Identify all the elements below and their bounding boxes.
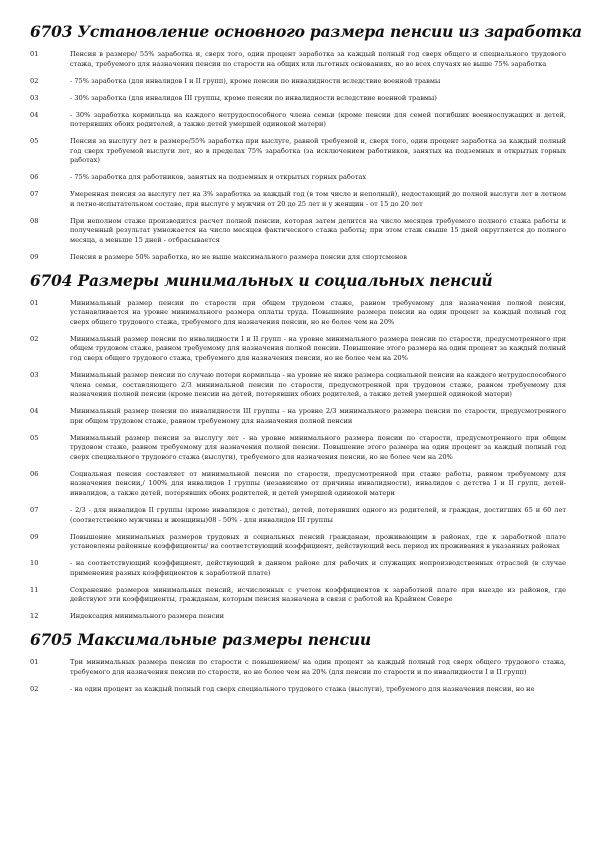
list-item bbox=[30, 658, 566, 677]
section-title-6705: 6705 Максимальные размеры пенсии bbox=[30, 629, 371, 649]
item-text: Минимальный размер пенсии по инвалидности III группы - на уровне 2/3 минимального размера пенсии по старости, предусмотренного при общем трудовом стаже, равном требуемому для назначения полной пенсии bbox=[70, 407, 566, 425]
item-text: - на соответствующий коэффициент, действующий в данном районе для рабочих и служащих непроизводственных отраслей (в случае применения разных коэффициентов к заработной плате) bbox=[70, 559, 566, 577]
item-text: - 2/3 - для инвалидов II группы (кроме инвалидов с детства), детей, потерявших одного из родителей, и граждан, достигших 65 и 60 лет (соответственно мужчины и женщины)08 - 50% - для инвалидов III группы bbox=[70, 506, 566, 524]
section-title-6703: 6703 Установление основного размера пенсии из заработка bbox=[30, 22, 582, 41]
list-item bbox=[30, 137, 566, 166]
item-code: 08 bbox=[30, 216, 39, 225]
item-text: - 30% заработка кормильца на каждого нетрудоспособного члена семьи (кроме пенсии для семей погибших военнослужащих и детей, потерявших обоих родителей, а также детей умершей одинокой матери) bbox=[70, 110, 566, 129]
list-item bbox=[30, 506, 566, 525]
item-text: Минимальный размер пенсии по инвалидности I и II групп - на уровне минимального размера пенсии по старости, предусмотренного при общем трудовом стаже, равном требуемому для назначения полной пенсии. Повышение этого размера на один процент за каждый полный год сверх общего трудового стажа, требуемого для назначения пенсии, но не более чем на 20% bbox=[70, 334, 566, 362]
item-code: 10 bbox=[30, 559, 39, 568]
item-code: 07 bbox=[30, 190, 39, 199]
item-text: Пенсия за выслугу лет в размере/55% заработка при выслуге, равной требуемой и, сверх того, один процент заработка за каждый полный год сверх требуемой выслуги лет, но в пределах 75% заработка (за исключением работников, занятых на подземных и открытых горных работах) bbox=[70, 137, 566, 165]
list-item bbox=[30, 335, 566, 364]
item-code: 06 bbox=[30, 469, 39, 478]
item-code: 06 bbox=[30, 173, 39, 182]
item-text: - на один процент за каждый полный год сверх специального трудового стажа (выслуги), требуемого для назначения пенсии, но не bbox=[70, 684, 535, 693]
list-item bbox=[30, 299, 566, 328]
item-text: Социальная пенсия составляет от минимальной пенсии по старости, предусмотренной при стаже работы, равном требуемому для назначения пенсии,/ 100% для инвалидов I группы (независимо от причины инвалидности), инвалидов с детства I и II групп, детей-инвалидов, а также детей, потерявших обоих родителей, и детей умершей одинокой матери bbox=[70, 469, 566, 498]
list-item bbox=[30, 50, 566, 69]
list-item bbox=[30, 559, 566, 578]
item-code: 01 bbox=[30, 657, 39, 666]
item-text: Минимальный размер пенсии за выслугу лет - на уровне минимального размера пенсии по старости, предусмотренного при общем трудовом стаже, равном требуемому для назначения полной пенсии. Повышение этого размера на один процент за каждый полный год сверх специального трудового стажа (выслуги), требуемого для назначения пенсии, но не более чем на 20% bbox=[70, 433, 566, 461]
item-code: 01 bbox=[30, 298, 39, 307]
item-code: 12 bbox=[30, 612, 39, 621]
item-text: Минимальный размер пенсии по случаю потери кормильца - на уровне не ниже размера социальной пенсии на каждого нетрудоспособного члена семьи, составляющего 2/3 минимальной пенсии по старости, предусмотренной при трудовом стаже, равном требуемому для назначения полной пенсии (кроме пенсии на детей, потерявших обоих родителей, а также детей умершей одинокой матери) bbox=[70, 370, 566, 399]
item-code: 03 bbox=[30, 93, 39, 102]
list-item bbox=[30, 111, 566, 130]
item-code: 05 bbox=[30, 433, 39, 442]
item-text: - 30% заработка (для инвалидов III группы, кроме пенсии по инвалидности вследствие военной травмы) bbox=[70, 93, 437, 102]
item-code: 01 bbox=[30, 50, 39, 58]
list-item bbox=[30, 94, 566, 104]
list-item bbox=[30, 190, 566, 209]
item-code: 03 bbox=[30, 370, 39, 379]
item-code: 07 bbox=[30, 506, 39, 515]
item-text: Три минимальных размера пенсии по старости с повышением/ на один процент за каждый полный год сверх общего трудового стажа, требуемого для назначения пенсии по старости, но не более чем на 20% (для пенсии по старости и по инвалидности I и II групп) bbox=[70, 657, 566, 676]
list-item bbox=[30, 173, 566, 183]
item-text: При неполном стаже производится расчет полной пенсии, которая затем делится на число месяцев требуемого полного стажа работы и полученный результат умножается на число месяцев фактического стажа работы; при этом стаж свыше 15 дней округляется до полного месяца, а меньше 15 дней - отбрасывается bbox=[70, 216, 566, 245]
item-code: 04 bbox=[30, 110, 39, 119]
list-item bbox=[30, 217, 566, 246]
item-code: 05 bbox=[30, 137, 39, 146]
item-code: 02 bbox=[30, 684, 39, 693]
section-title-6704: 6704 Размеры минимальных и социальных пенсий bbox=[30, 270, 493, 290]
item-code: 09 bbox=[30, 532, 39, 541]
list-item bbox=[30, 685, 566, 695]
list-item bbox=[30, 253, 566, 263]
list-item bbox=[30, 470, 566, 499]
list-item bbox=[30, 612, 566, 622]
item-code: 11 bbox=[30, 585, 39, 594]
item-text: Повышение минимальных размеров трудовых и социальных пенсий гражданам, проживающим в районах, где к заработной плате установлены районные коэффициенты/ на соответствующий коэффициент, действующий весь период их проживания в указанных районах bbox=[70, 532, 566, 551]
item-code: 02 bbox=[30, 334, 39, 343]
document-page bbox=[30, 14, 582, 702]
item-text: - 75% заработка для работников, занятых на подземных и открытых горных работах bbox=[70, 173, 367, 182]
list-item bbox=[30, 533, 566, 552]
item-text: Минимальный размер пенсии по старости при общем трудовом стаже, равном требуемому для назначения полной пенсии, устанавливается на уровне минимального размера оплаты труда. Повышение размера пенсии на один процент за каждый полный год сверх общего трудового стажа, требуемого для назначения пенсии, но не более чем на 20% bbox=[70, 298, 566, 326]
item-code: 02 bbox=[30, 76, 39, 85]
item-text: Пенсия в размере 50% заработка, но не выше максимального размера пенсии для спортсменов bbox=[70, 253, 407, 262]
list-item bbox=[30, 371, 566, 400]
item-code: 04 bbox=[30, 407, 39, 416]
item-text: Пенсия в размере/ 55% заработка и, сверх того, один процент заработка за каждый полный год сверх общего и специального трудового стажа, требуемого для назначения пенсии по старости на общих или льготных основаниях, но во всех случаях не выше 75% заработка bbox=[70, 50, 566, 68]
item-code: 09 bbox=[30, 253, 39, 262]
item-text: Сохранение размеров минимальных пенсий, исчисленных с учетом коэффициентов к заработной плате при выезде из районов, где действуют эти коэффициенты, гражданам, которым пенсия назначена в связи с работой на Крайнем Севере bbox=[70, 585, 566, 604]
item-text: - 75% заработка (для инвалидов I и II групп), кроме пенсии по инвалидности вследствие военной травмы bbox=[70, 76, 441, 85]
item-text: Умеренная пенсия за выслугу лет на 3% заработка за каждый год (в том числе и неполный), недостающий до полной выслуги лет в летном и летно-испытательном составе, при выслуге у мужчин от 20 до 25 лет и у женщин - от 15 до 20 лет bbox=[70, 190, 566, 208]
item-text: Индексация минимального размера пенсии bbox=[70, 612, 224, 621]
list-item bbox=[30, 407, 566, 426]
list-item bbox=[30, 77, 566, 87]
list-item bbox=[30, 586, 566, 605]
list-item bbox=[30, 434, 566, 463]
